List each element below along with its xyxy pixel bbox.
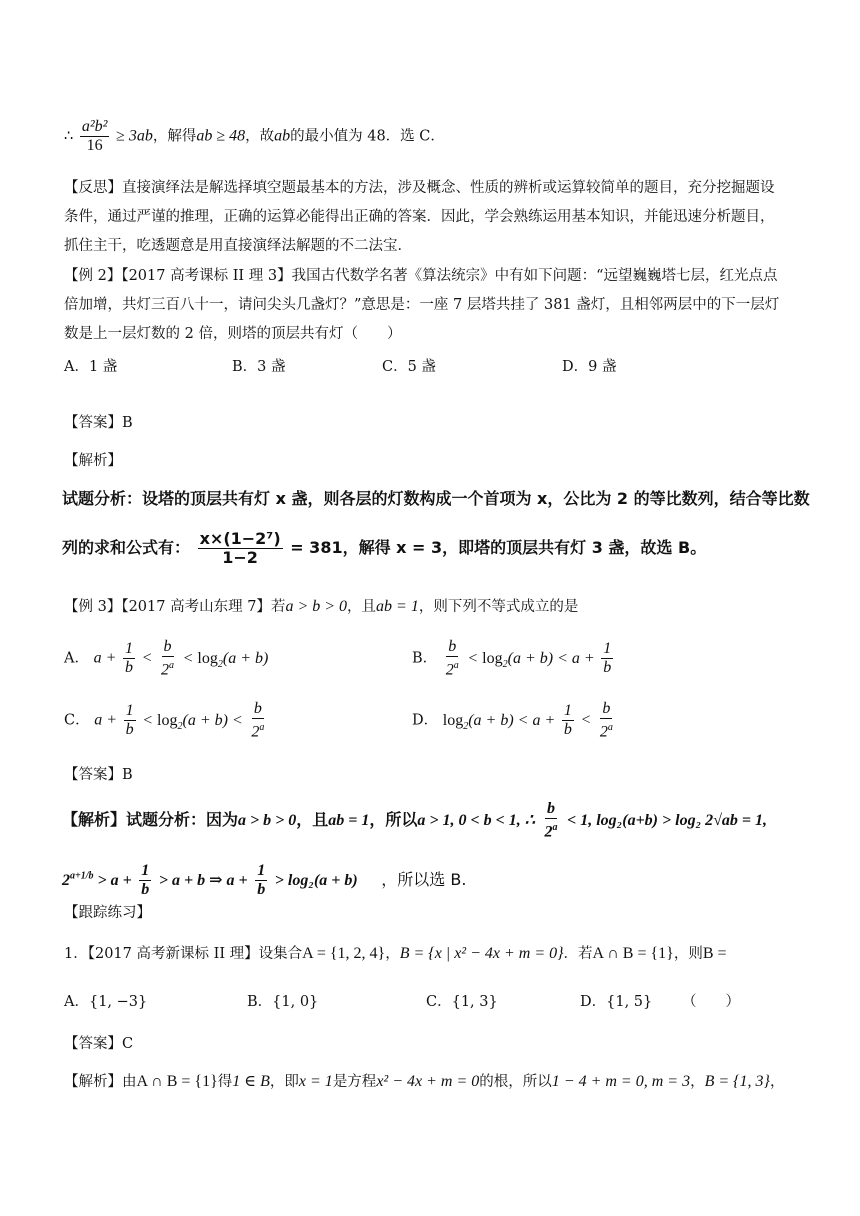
example2-line-1: 【例 2】【2017 高考课标 II 理 3】我国古代数学名著《算法统宗》中有如下问题：“远望巍巍塔七层，红光点点 xyxy=(64,268,778,284)
example3-answer: 【答案】B xyxy=(64,767,133,783)
example2-option-a: A．1 盏 xyxy=(64,359,118,375)
example2-line-3: 数是上一层灯数的 2 倍，则塔的顶层共有灯（ ） xyxy=(64,326,402,342)
example2-option-c: C．5 盏 xyxy=(382,359,436,375)
line-result: ∴ $\frac{\text{a²b²}}{16}$ ≥ 3ab，解得ab ≥ 48，故ab的最小值为 48．选 C． xyxy=(64,118,445,154)
example2-analysis-line-2: 列的求和公式有： $\frac{\text{x×(1−2⁷)}}{1-2}$ = 381，解得 x = 3，即塔的顶层共有灯 3 盏，故选 B。 xyxy=(62,529,707,567)
example2-line-2: 倍加增，共灯三百八十一，请问尖头几盏灯？”意思是：一座 7 层塔共挂了 381 盏灯，且相邻两层中的下一层灯 xyxy=(64,297,780,313)
example3-jiexi-line-1: 【解析】试题分析：因为a > b > 0，且ab = 1，所以a > 1, 0 < b < 1, ∴ $\frac{b}{2^a}$ < 1, log₂(a+b) > log₂ 2√ab = 1, xyxy=(62,800,768,841)
example3-stem: 【例 3】【2017 高考山东理 7】若a > b > 0，且ab = 1，则下列不等式成立的是 xyxy=(64,598,579,615)
reflection-line-2: 条件，通过严谨的推理，正确的运算必能得出正确的答案．因此，学会熟练运用基本知识，并能迅速分析题目， xyxy=(64,209,775,225)
reflection-line-3: 抓住主干，吃透题意是用直接演绎法解题的不二法宝． xyxy=(64,238,412,254)
example3-option-b: B． $\frac{b}{2^a}$ < $\log_2(a + b) < a$ + $\frac{1}{b}$ xyxy=(412,638,612,679)
example2-answer: 【答案】B xyxy=(64,415,133,431)
example2-analysis-line-1: 试题分析：设塔的顶层共有灯 x 盏，则各层的灯数构成一个首项为 x，公比为 2 的等比数列，结合等比数 xyxy=(62,489,810,508)
question1-option-c: C．{1, 3} xyxy=(426,994,498,1010)
example2-option-b: B．3 盏 xyxy=(232,359,286,375)
example3-option-d: D． $\log_2(a + b) < a$ + $\frac{1}{b}$ < $\frac{b}{2^a}$ xyxy=(412,700,613,741)
question1-jiexi: 【解析】由A ∩ B = {1}得1 ∈ B，即x = 1是方程x² − 4x + m = 0的根，所以1 − 4 + m = 0, m = 3，B = {1, 3}， xyxy=(64,1073,785,1090)
question1-option-b: B．{1, 0} xyxy=(247,994,319,1010)
question1-stem: 1．【2017 高考新课标 II 理】设集合A = {1, 2, 4}，B = {x | x² − 4x + m = 0}．若A ∩ B = {1}，则B = xyxy=(64,945,727,962)
question1-option-d: D．{1, 5} xyxy=(580,994,653,1010)
example2-jiexi-label: 【解析】 xyxy=(64,453,122,469)
example3-option-a: A． a + $\frac{1}{b}$ < $\frac{b}{2^a}$ < $\log_2(a + b)$ xyxy=(64,638,269,679)
question1-option-a: A．{1, −3} xyxy=(64,994,148,1010)
question1-answer: 【答案】C xyxy=(64,1036,134,1052)
example3-option-c: C． a + $\frac{1}{b}$ < $\log_2(a + b)$ < $\frac{b}{2^a}$ xyxy=(64,700,265,741)
fraction-a2b2-16: $\frac{\text{a²b²}}{16}$ xyxy=(81,118,108,154)
example3-jiexi-line-2: $2^{a+1/b} > a$ + $\frac{1}{b}$ > a + b ⇒ a + $\frac{1}{b}$ > log₂(a + b) ，所以选 B. xyxy=(62,862,467,898)
sum-formula-fraction: $\frac{\text{x×(1−2⁷)}}{1-2}$ xyxy=(199,529,281,567)
question1-answer-paren: （ ） xyxy=(682,994,740,1010)
follow-up-practice-heading: 【跟踪练习】 xyxy=(64,905,151,921)
example2-option-d: D．9 盏 xyxy=(562,359,617,375)
therefore-symbol: ∴ xyxy=(64,128,74,145)
reflection-line-1: 【反思】直接演绎法是解选择填空题最基本的方法，涉及概念、性质的辨析或运算较简单的题目，充分挖掘题设 xyxy=(64,180,775,196)
